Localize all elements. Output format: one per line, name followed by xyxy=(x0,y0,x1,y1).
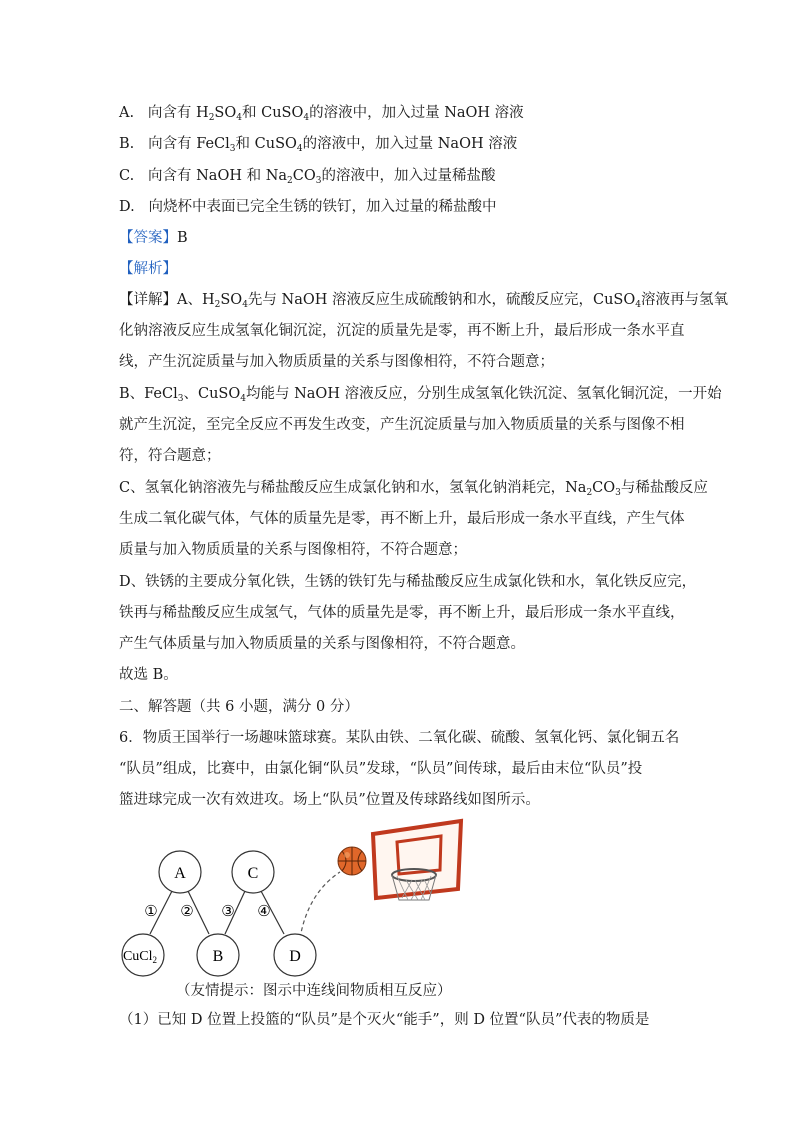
q6-line3: 篮进球完成一次有效进攻。场上“队员”位置及传球路线如图所示。 xyxy=(119,792,540,808)
node-b-label: B xyxy=(212,948,224,965)
basketball-icon xyxy=(338,847,366,875)
option-b: B. 向含有 FeCl$_3$和 CuSO$_4$的溶液中，加入过量 NaOH 溶液 xyxy=(119,136,518,154)
node-cucl2-label: CuCl$_2$ xyxy=(122,949,158,965)
detail-d-line3: 产生气体质量与加入物质质量的关系与图像相符，不符合题意。 xyxy=(119,636,525,652)
detail-d-line2: 铁再与稀盐酸反应生成氢气，气体的质量先是零，再不断上升，最后形成一条水平直线， xyxy=(119,605,685,621)
detail-b-line2: 就产生沉淀，至完全反应不再发生改变，产生沉淀质量与加入物质质量的关系与图像不相 xyxy=(119,417,685,433)
detail-a-line2: 化钠溶液反应生成氢氧化铜沉淀，沉淀的质量先是零，再不断上升，最后形成一条水平直 xyxy=(119,323,685,339)
detail-b-line3: 符，符合题意； xyxy=(119,448,221,464)
option-d: D. 向烧杯中表面已完全生锈的铁钉，加入过量的稀盐酸中 xyxy=(119,199,497,215)
answer-value: B xyxy=(177,230,188,246)
node-c-label: C xyxy=(247,865,259,882)
node-d-label: D xyxy=(289,948,301,965)
pass-path xyxy=(300,872,340,938)
link-label-4: ④ xyxy=(257,902,271,920)
section-heading: 二、解答题（共 6 小题，满分 0 分） xyxy=(119,699,359,715)
q6-part1: （1）已知 D 位置上投篮的“队员”是个灭火“能手”，则 D 位置“队员”代表的物质是 xyxy=(119,1012,650,1028)
answer-line xyxy=(119,228,188,248)
detail-b-line1: B、FeCl$_3$、CuSO$_4$均能与 NaOH 溶液反应，分别生成氢氧化铁沉淀、氢氧化铜沉淀，一开始 xyxy=(119,386,722,404)
node-a-label: A xyxy=(174,865,186,882)
detail-c-line1: C、氢氧化钠溶液先与稀盐酸反应生成氯化钠和水，氢氧化钠消耗完，$Na_2CO_3$与稀盐酸反应 xyxy=(119,480,708,498)
q6-line2: “队员”组成，比赛中，由氯化铜“队员”发球，“队员”间传球，最后由末位“队员”投 xyxy=(119,761,643,777)
detail-c-line3: 质量与加入物质质量的关系与图像相符，不符合题意； xyxy=(119,542,467,558)
reaction-diagram xyxy=(118,818,478,978)
link-label-1: ① xyxy=(144,902,158,920)
link-label-3: ③ xyxy=(221,902,235,920)
link-label-2: ② xyxy=(180,902,194,920)
answer-tag: 【答案】 xyxy=(119,230,177,246)
basketball-hoop-icon xyxy=(373,821,461,900)
option-a: A. 向含有 $H_2SO_4$和 CuSO$_4$的溶液中，加入过量 NaOH 溶液 xyxy=(119,105,524,123)
option-c: C. 向含有 NaOH 和 $Na_2CO_3$的溶液中，加入过量稀盐酸 xyxy=(119,168,496,186)
figure-caption: （友情提示：图示中连线间物质相互反应） xyxy=(176,983,452,999)
detail-d-line1: D、铁锈的主要成分氧化铁，生锈的铁钉先与稀盐酸反应生成氯化铁和水，氧化铁反应完， xyxy=(119,574,697,590)
analysis-tag: 【解析】 xyxy=(119,261,177,277)
detail-a-line1: 【详解】A、$H_2SO_4$先与 NaOH 溶液反应生成硫酸钠和水，硫酸反应完，CuSO$_4$溶液再与氢氧 xyxy=(119,292,728,310)
detail-c-line2: 生成二氧化碳气体，气体的质量先是零，再不断上升，最后形成一条水平直线，产生气体 xyxy=(119,511,685,527)
detail-a-line3: 线，产生沉淀质量与加入物质质量的关系与图像相符，不符合题意； xyxy=(119,354,554,370)
conclusion: 故选 B。 xyxy=(119,667,178,683)
q6-line1: 6．物质王国举行一场趣味篮球赛。某队由铁、二氧化碳、硫酸、氢氧化钙、氯化铜五名 xyxy=(119,730,680,746)
